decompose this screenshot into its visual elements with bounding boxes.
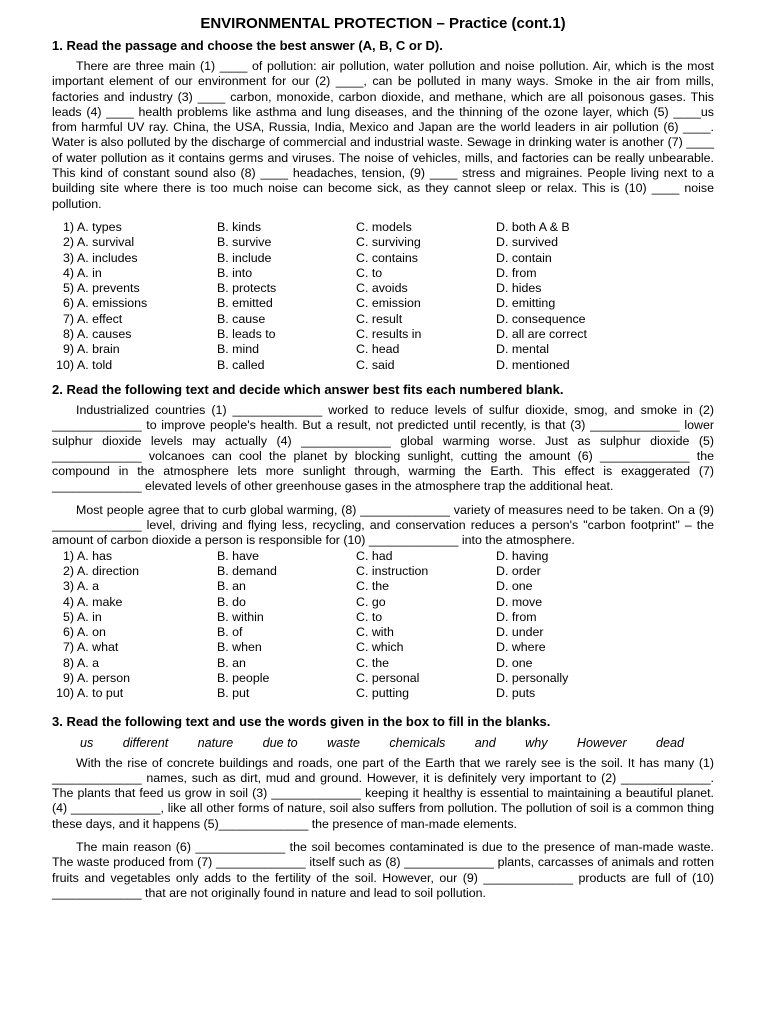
option-b: B. of — [217, 625, 243, 640]
option-b: B. into — [217, 265, 253, 280]
option-row — [52, 656, 714, 671]
option-number: 10) — [56, 686, 74, 701]
section-2-paragraph-2: Most people agree that to curb global warming, (8) _____________ variety of measures need to be taken. On a (9) _____________ level, driving and flying less, recycling, and conservation reduces a person's "carbon footprint" – the amount of carbon dioxide a person is responsible for (10) _____________ into the atmosphere. — [52, 502, 714, 548]
option-d: D. mental — [496, 342, 550, 357]
option-row — [52, 296, 714, 311]
option-row — [52, 312, 714, 327]
option-d: D. puts — [496, 686, 536, 701]
option-row — [52, 235, 714, 250]
option-a: A. in — [77, 609, 102, 624]
section-1-heading: 1. Read the passage and choose the best answer (A, B, C or D). — [52, 38, 443, 53]
option-c: C. personal — [356, 670, 420, 685]
option-number: 4) — [62, 265, 74, 280]
option-row — [52, 281, 714, 296]
page-title: ENVIRONMENTAL PROTECTION – Practice (cont.1) — [200, 15, 566, 32]
option-a: A. person — [77, 670, 131, 685]
option-d: D. personally — [496, 670, 569, 685]
option-a: A. on — [77, 625, 106, 640]
option-b: B. called — [217, 357, 265, 372]
option-a: A. told — [77, 357, 113, 372]
word-box — [52, 735, 714, 751]
option-a: A. brain — [77, 342, 120, 357]
option-row — [52, 671, 714, 686]
option-b: B. protects — [217, 281, 277, 296]
option-number: 6) — [62, 625, 74, 640]
option-number: 1) — [62, 548, 74, 563]
option-b: B. put — [217, 686, 250, 701]
option-d: D. all are correct — [496, 327, 587, 342]
option-c: C. results in — [356, 327, 422, 342]
option-number: 7) — [62, 311, 74, 326]
option-d: D. one — [496, 579, 533, 594]
option-a: A. has — [77, 548, 113, 563]
option-c: C. models — [356, 219, 412, 234]
option-a: A. make — [77, 594, 123, 609]
option-number: 4) — [62, 594, 74, 609]
option-row — [52, 251, 714, 266]
option-b: B. kinds — [217, 219, 262, 234]
option-c: C. the — [356, 655, 390, 670]
option-d: D. from — [496, 609, 537, 624]
option-c: C. surviving — [356, 235, 421, 250]
option-a: A. effect — [77, 311, 123, 326]
option-d: D. both A & B — [496, 219, 570, 234]
option-row — [52, 342, 714, 357]
option-c: C. which — [356, 640, 404, 655]
option-d: D. from — [496, 265, 537, 280]
option-d: D. hides — [496, 281, 542, 296]
option-c: C. head — [356, 342, 400, 357]
word-box-item: us — [80, 735, 94, 750]
option-number: 8) — [62, 327, 74, 342]
option-b: B. have — [217, 548, 260, 563]
option-b: B. survive — [217, 235, 272, 250]
section-2 — [52, 382, 714, 702]
option-row — [52, 564, 714, 579]
option-b: B. when — [217, 640, 262, 655]
section-2-heading: 2. Read the following text and decide which answer best fits each numbered blank. — [52, 381, 564, 397]
option-number: 1) — [62, 219, 74, 234]
option-d: D. one — [496, 655, 533, 670]
word-box-item: dead — [655, 735, 684, 750]
option-row — [52, 610, 714, 625]
section-2-options — [52, 549, 714, 702]
option-row — [52, 549, 714, 564]
option-a: A. a — [77, 579, 100, 594]
option-a: A. includes — [77, 250, 138, 265]
option-a: A. to put — [77, 686, 124, 701]
option-number: 3) — [62, 579, 74, 594]
option-b: B. do — [217, 594, 246, 609]
option-a: A. survival — [77, 235, 135, 250]
option-number: 6) — [62, 296, 74, 311]
option-a: A. types — [77, 219, 122, 234]
option-d: D. move — [496, 594, 543, 609]
section-3-paragraph-2: The main reason (6) _____________ the soil becomes contaminated is due to the presence of man-made waste. The waste produced from (7) _____________ itself such as (8) _____________ plants, carcasses of animals and rotten fruits and vegetables only adds to the fertility of the soil. However, our (9) _____________ products are full of (10) _____________ that are not originally found in nature and lead to soil pollution. — [52, 840, 714, 900]
option-number: 10) — [56, 357, 74, 372]
option-b: B. demand — [217, 563, 277, 578]
option-d: D. emitting — [496, 296, 556, 311]
section-2-paragraph-1: Industrialized countries (1) _____________ worked to reduce levels of sulfur dioxide, smog, and smoke in (2) _____________ to improve people's health. But a result, not predicted until recently, is that (3) _____________ lower sulphur dioxide levels may actually (4) _____________ global warming worse. Just as sulphur dioxide (5) _____________ volcanoes can cool the planet by blocking sunlight, cutting the amount (6) _____________ the compound in the atmosphere lets more sunlight through, warming the Earth. This effect is exaggerated (7) _____________ elevated levels of other greenhouse gases in the atmosphere trap the additional heat. — [52, 402, 714, 494]
option-d: D. consequence — [496, 311, 586, 326]
option-d: D. mentioned — [496, 357, 570, 372]
option-b: B. cause — [217, 311, 266, 326]
option-d: D. survived — [496, 235, 558, 250]
word-box-item: nature — [197, 735, 234, 750]
option-row — [52, 358, 714, 373]
option-c: C. with — [356, 625, 394, 640]
option-a: A. prevents — [77, 281, 140, 296]
option-row — [52, 220, 714, 235]
option-c: C. said — [356, 357, 395, 372]
word-box-item: chemicals — [389, 735, 446, 750]
option-a: A. in — [77, 265, 102, 280]
option-number: 8) — [62, 655, 74, 670]
option-number: 5) — [62, 281, 74, 296]
option-c: C. to — [356, 609, 383, 624]
option-number: 9) — [62, 670, 74, 685]
option-number: 5) — [62, 609, 74, 624]
option-a: A. direction — [77, 563, 139, 578]
option-c: C. contains — [356, 250, 418, 265]
option-b: B. people — [217, 670, 270, 685]
option-b: B. emitted — [217, 296, 273, 311]
option-c: C. result — [356, 311, 403, 326]
option-c: C. putting — [356, 686, 410, 701]
option-a: A. what — [77, 640, 119, 655]
section-1-passage: There are three main (1) ____ of pollution: air pollution, water pollution and noise pollution. Air, which is the most important element of our environment for our (2) ____, can be polluted in many ways. Smoke in the air from mills, factories and industry (3) ____ carbon, monoxide, carbon dioxide, and methane, which are all poisonous gases. This leads (4) ____ health problems like asthma and lung diseases, and the thinning of the ozone layer, which (5) ____us from harmful UV ray. China, the USA, Russia, India, Mexico and Japan are the world leaders in air pollution (6) ____. Water is also polluted by the discharge of commercial and industrial waste. Sewage in drinking water is another (7) ____ of water pollution as it contains germs and viruses. The noise of vehicles, mills, and factories can be really unbearable. This kind of constant sound also (8) ____ headaches, tension, (9) ____ stress and migraines. People living next to a building site where there is too much noise can become sick, as they cannot sleep or relax. This is (10) ____ noise pollution. — [52, 59, 714, 211]
option-a: A. a — [77, 655, 100, 670]
option-number: 9) — [62, 342, 74, 357]
option-number: 2) — [62, 563, 74, 578]
option-b: B. within — [217, 609, 264, 624]
option-row — [52, 579, 714, 594]
option-number: 7) — [62, 640, 74, 655]
option-c: C. emission — [356, 296, 421, 311]
option-d: D. contain — [496, 250, 552, 265]
option-a: A. causes — [77, 327, 132, 342]
option-b: B. an — [217, 579, 246, 594]
word-box-item: However — [576, 735, 627, 750]
option-d: D. having — [496, 548, 549, 563]
option-row — [52, 625, 714, 640]
option-b: B. mind — [217, 342, 260, 357]
option-c: C. avoids — [356, 281, 408, 296]
option-c: C. had — [356, 548, 393, 563]
section-1 — [52, 38, 714, 373]
option-d: D. under — [496, 625, 544, 640]
section-3-heading: 3. Read the following text and use the words given in the box to fill in the blanks. — [52, 713, 551, 729]
word-box-item: why — [525, 735, 548, 750]
option-c: C. instruction — [356, 563, 429, 578]
option-d: D. order — [496, 563, 541, 578]
option-number: 3) — [62, 250, 74, 265]
option-number: 2) — [62, 235, 74, 250]
option-row — [52, 595, 714, 610]
section-3-paragraph-1: With the rise of concrete buildings and roads, one part of the Earth that we rarely see is the soil. It has many (1) _____________ names, such as dirt, mud and ground. However, it is definitely very important to (2) _____________. The plants that feed us grow in soil (3) _____________ keeping it healthy is essential to maintaining a beautiful planet. (4) _____________, like all other forms of nature, soil also suffers from pollution. The pollution of soil is a common thing these days, and it happens (5)_____________ the presence of man-made elements. — [52, 755, 714, 831]
option-c: C. go — [356, 594, 386, 609]
option-row — [52, 327, 714, 342]
option-d: D. where — [496, 640, 546, 655]
option-b: B. include — [217, 250, 272, 265]
word-box-item: due to — [262, 735, 298, 750]
section-1-options — [52, 220, 714, 373]
option-row — [52, 640, 714, 655]
option-row — [52, 686, 714, 701]
option-row — [52, 266, 714, 281]
word-box-item: different — [122, 735, 169, 750]
option-c: C. the — [356, 579, 390, 594]
option-c: C. to — [356, 265, 383, 280]
word-box-item: and — [474, 735, 496, 750]
section-3 — [52, 714, 714, 902]
worksheet-page — [52, 14, 714, 901]
option-b: B. leads to — [217, 327, 276, 342]
option-a: A. emissions — [77, 296, 148, 311]
word-box-item: waste — [327, 735, 360, 750]
option-b: B. an — [217, 655, 246, 670]
